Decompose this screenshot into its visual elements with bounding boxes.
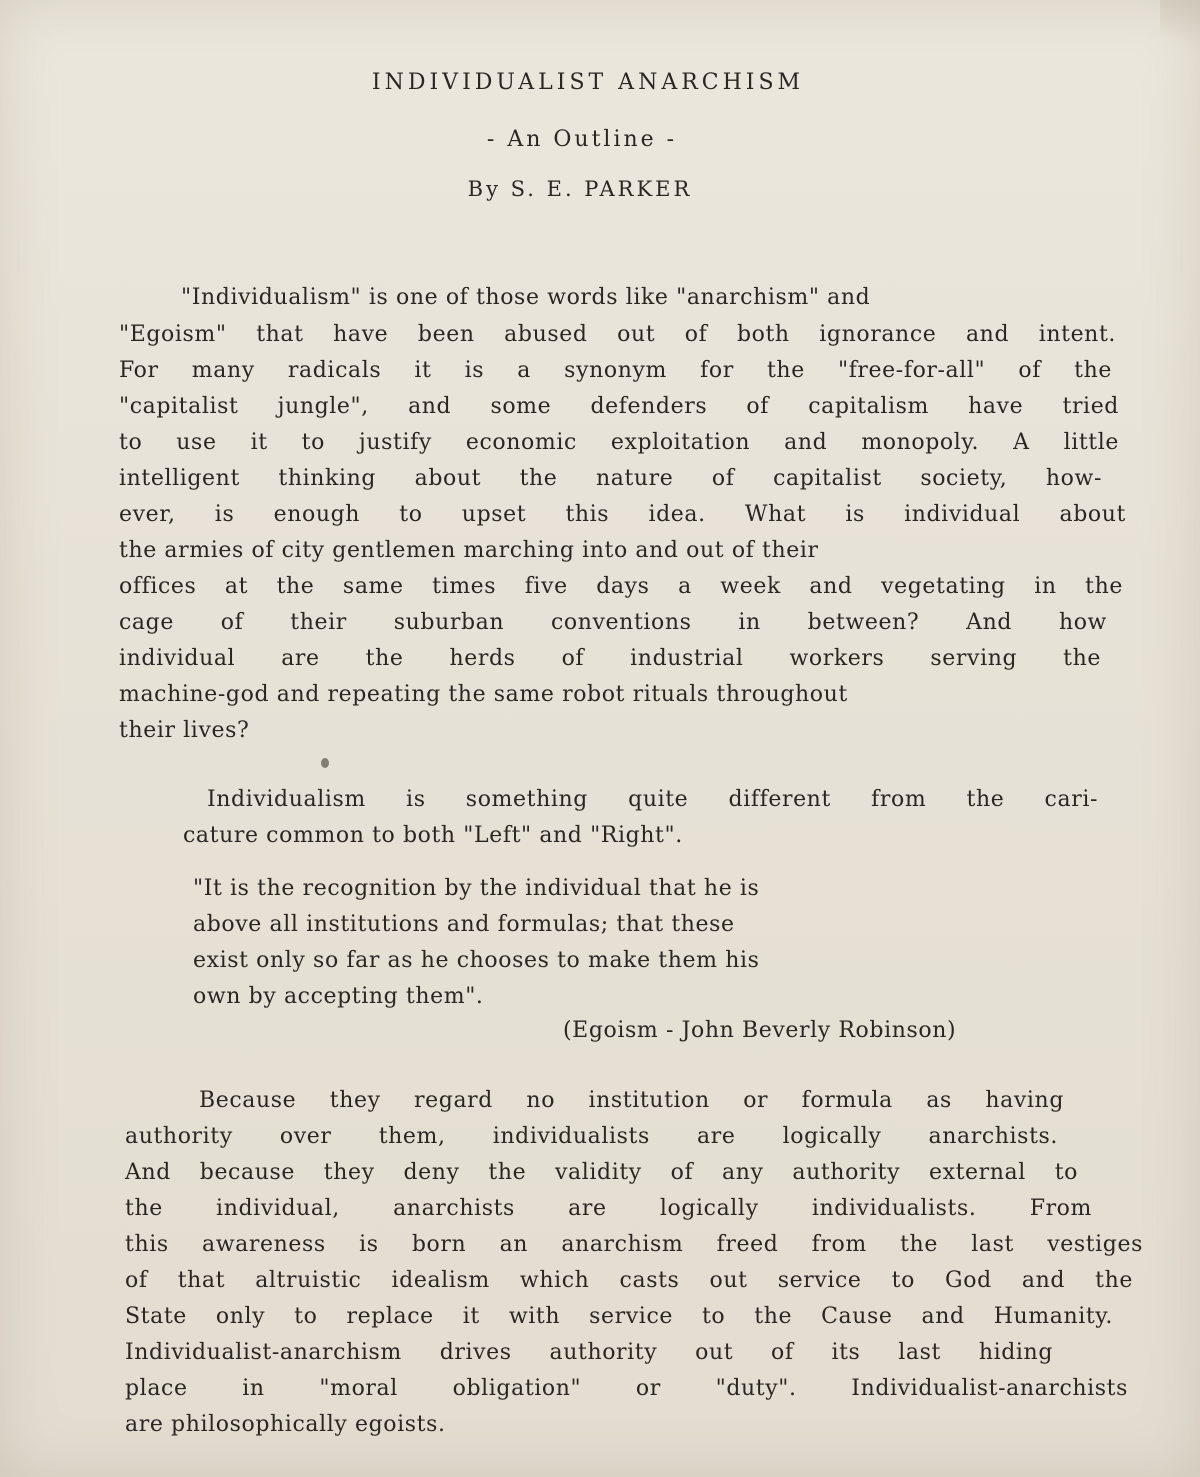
quote-attribution: (Egoism - John Beverly Robinson) (563, 1018, 957, 1043)
paragraph-1-line-6: intelligent thinking about the nature of capitalist society, how- (119, 466, 1102, 491)
paragraph-2-line-1: Individualism is something quite different from the cari- (207, 787, 1098, 812)
quote-line-2: above all institutions and formulas; that these (193, 912, 735, 937)
paragraph-1-line-5: to use it to justify economic exploitation and monopoly. A little (119, 430, 1119, 455)
paragraph-3-line-1: Because they regard no institution or formula as having (199, 1088, 1064, 1113)
paragraph-3-line-7: State only to replace it with service to the Cause and Humanity. (125, 1304, 1113, 1329)
paragraph-1-line-13: their lives? (119, 718, 250, 743)
paragraph-2-line-2: cature common to both "Left" and "Right". (183, 823, 683, 848)
paragraph-3-line-2: authority over them, individualists are logically anarchists. (125, 1124, 1058, 1149)
quote-line-4: own by accepting them". (193, 984, 484, 1009)
ink-spot (321, 758, 329, 768)
paragraph-1-line-1: "Individualism" is one of those words like "anarchism" and (181, 285, 871, 310)
paragraph-3-line-3: And because they deny the validity of any authority external to (125, 1160, 1078, 1185)
paragraph-3-line-4: the individual, anarchists are logically individualists. From (125, 1196, 1092, 1221)
quote-line-1: "It is the recognition by the individual that he is (193, 876, 760, 901)
document-subtitle: - An Outline - (486, 127, 678, 152)
paragraph-1-line-10: cage of their suburban conventions in between? And how (119, 610, 1107, 635)
paragraph-3-line-9: place in "moral obligation" or "duty". Individualist-anarchists (125, 1376, 1128, 1401)
paragraph-1-line-4: "capitalist jungle", and some defenders of capitalism have tried (119, 394, 1119, 419)
paragraph-3-line-10: are philosophically egoists. (125, 1412, 446, 1437)
paragraph-1-line-11: individual are the herds of industrial workers serving the (119, 646, 1101, 671)
paragraph-1-line-2: "Egoism" that have been abused out of both ignorance and intent. (119, 322, 1116, 347)
paragraph-1-line-9: offices at the same times five days a week and vegetating in the (119, 574, 1123, 599)
paragraph-3-line-5: this awareness is born an anarchism freed from the last vestiges (125, 1232, 1143, 1257)
paper-fold-corner (1160, 0, 1200, 60)
paragraph-3-line-6: of that altruistic idealism which casts out service to God and the (125, 1268, 1133, 1293)
document-byline: By S. E. PARKER (467, 177, 693, 201)
paragraph-1-line-7: ever, is enough to upset this idea. What is individual about (119, 502, 1126, 527)
paragraph-1-line-8: the armies of city gentlemen marching into and out of their (119, 538, 819, 563)
paragraph-1-line-3: For many radicals it is a synonym for the "free-for-all" of the (119, 358, 1112, 383)
paragraph-3-line-8: Individualist-anarchism drives authority out of its last hiding (125, 1340, 1053, 1365)
document-title: INDIVIDUALIST ANARCHISM (371, 70, 805, 95)
quote-line-3: exist only so far as he chooses to make them his (193, 948, 760, 973)
paragraph-1-line-12: machine-god and repeating the same robot rituals throughout (119, 682, 848, 707)
